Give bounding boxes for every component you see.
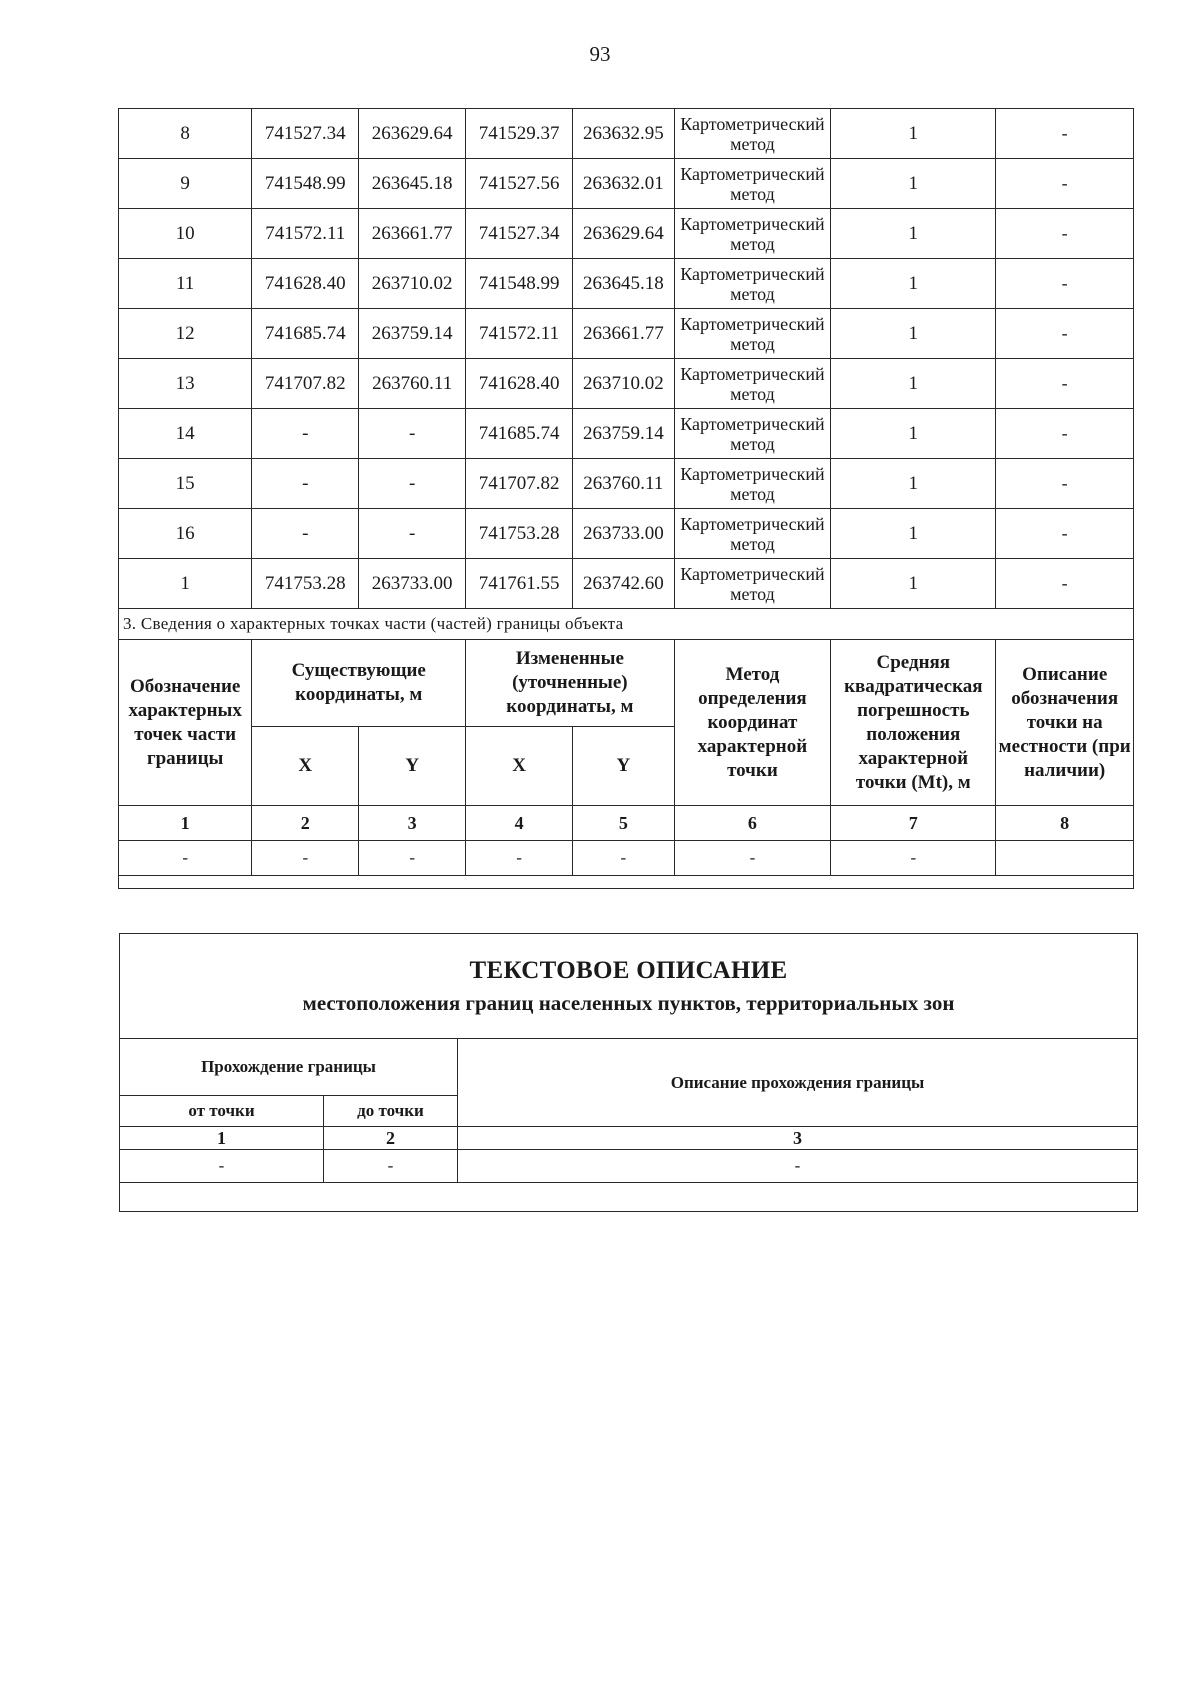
point-description: - xyxy=(996,259,1134,309)
changed-x: 741761.55 xyxy=(466,559,573,609)
changed-y: 263733.00 xyxy=(573,509,675,559)
point-number: 10 xyxy=(119,209,252,259)
header-existing-coords: Существующие координаты, м xyxy=(252,640,466,727)
mean-error: 1 xyxy=(831,309,996,359)
coordinate-row xyxy=(119,459,1134,509)
point-description: - xyxy=(996,109,1134,159)
header-x-existing: X xyxy=(252,727,359,806)
existing-x: 741707.82 xyxy=(252,359,359,409)
column-number: 5 xyxy=(573,806,675,841)
method-cell: Картометрический метод xyxy=(674,409,831,459)
column-number: 1 xyxy=(119,806,252,841)
method-cell: Картометрический метод xyxy=(674,259,831,309)
changed-y: 263661.77 xyxy=(573,309,675,359)
mean-error: 1 xyxy=(831,109,996,159)
changed-y: 263632.01 xyxy=(573,159,675,209)
method-cell: Картометрический метод xyxy=(674,159,831,209)
changed-x: 741527.56 xyxy=(466,159,573,209)
existing-x: 741685.74 xyxy=(252,309,359,359)
changed-y: 263629.64 xyxy=(573,209,675,259)
point-number: 14 xyxy=(119,409,252,459)
header-point-designation: Обозначение характерных точек части границы xyxy=(119,640,252,806)
existing-y: 263629.64 xyxy=(359,109,466,159)
point-number: 1 xyxy=(119,559,252,609)
coordinate-row xyxy=(119,259,1134,309)
text-description-title: ТЕКСТОВОЕ ОПИСАНИЕ xyxy=(469,956,788,984)
point-number: 12 xyxy=(119,309,252,359)
changed-x: 741572.11 xyxy=(466,309,573,359)
column-number: 6 xyxy=(674,806,831,841)
text-description-heading xyxy=(120,934,1138,1039)
header-to-point: до точки xyxy=(324,1096,458,1127)
changed-x: 741753.28 xyxy=(466,509,573,559)
column-number: 4 xyxy=(466,806,573,841)
method-cell: Картометрический метод xyxy=(674,559,831,609)
method-cell: Картометрический метод xyxy=(674,109,831,159)
section-3-title: 3. Сведения о характерных точках части (частей) границы объекта xyxy=(119,609,1134,640)
column-number: 1 xyxy=(120,1127,324,1150)
changed-x: 741628.40 xyxy=(466,359,573,409)
mean-error: 1 xyxy=(831,359,996,409)
point-description: - xyxy=(996,409,1134,459)
changed-x: 741548.99 xyxy=(466,259,573,309)
coordinate-row xyxy=(119,359,1134,409)
header-y-changed: Y xyxy=(573,727,675,806)
header-changed-coords: Измененные (уточненные) координаты, м xyxy=(466,640,674,727)
point-number: 16 xyxy=(119,509,252,559)
existing-y: 263710.02 xyxy=(359,259,466,309)
empty-cell xyxy=(996,841,1134,876)
mean-error: 1 xyxy=(831,559,996,609)
empty-cell: - xyxy=(831,841,996,876)
existing-x: 741548.99 xyxy=(252,159,359,209)
coordinate-row xyxy=(119,509,1134,559)
header-method: Метод определения координат характерной точки xyxy=(674,640,831,806)
changed-x: 741685.74 xyxy=(466,409,573,459)
coordinate-row xyxy=(119,159,1134,209)
column-number: 2 xyxy=(252,806,359,841)
changed-x: 741707.82 xyxy=(466,459,573,509)
header-passage-description: Описание прохождения границы xyxy=(458,1039,1138,1127)
existing-y: - xyxy=(359,509,466,559)
changed-y: 263759.14 xyxy=(573,409,675,459)
changed-y: 263710.02 xyxy=(573,359,675,409)
mean-error: 1 xyxy=(831,259,996,309)
mean-error: 1 xyxy=(831,409,996,459)
existing-y: 263760.11 xyxy=(359,359,466,409)
existing-y: 263661.77 xyxy=(359,209,466,259)
point-number: 11 xyxy=(119,259,252,309)
mean-error: 1 xyxy=(831,509,996,559)
text-description-subtitle: местоположения границ населенных пунктов, территориальных зон xyxy=(302,990,955,1015)
empty-cell: - xyxy=(573,841,675,876)
existing-x: 741572.11 xyxy=(252,209,359,259)
point-description: - xyxy=(996,359,1134,409)
existing-y: - xyxy=(359,459,466,509)
changed-y: 263760.11 xyxy=(573,459,675,509)
header-from-point: от точки xyxy=(120,1096,324,1127)
existing-x: 741753.28 xyxy=(252,559,359,609)
empty-cell: - xyxy=(324,1150,458,1183)
point-description: - xyxy=(996,159,1134,209)
changed-x: 741529.37 xyxy=(466,109,573,159)
coordinate-row xyxy=(119,209,1134,259)
point-number: 13 xyxy=(119,359,252,409)
mean-error: 1 xyxy=(831,459,996,509)
column-number: 2 xyxy=(324,1127,458,1150)
empty-cell: - xyxy=(466,841,573,876)
changed-y: 263632.95 xyxy=(573,109,675,159)
coordinate-row xyxy=(119,309,1134,359)
point-number: 15 xyxy=(119,459,252,509)
header-x-changed: X xyxy=(466,727,573,806)
empty-cell: - xyxy=(119,841,252,876)
column-number: 7 xyxy=(831,806,996,841)
changed-x: 741527.34 xyxy=(466,209,573,259)
point-description: - xyxy=(996,459,1134,509)
existing-x: - xyxy=(252,459,359,509)
coordinate-row xyxy=(119,409,1134,459)
existing-x: - xyxy=(252,509,359,559)
empty-cell: - xyxy=(252,841,359,876)
column-number: 3 xyxy=(359,806,466,841)
existing-y: 263733.00 xyxy=(359,559,466,609)
empty-cell: - xyxy=(674,841,831,876)
existing-y: - xyxy=(359,409,466,459)
boundary-points-table xyxy=(118,108,1134,889)
blank-row xyxy=(120,1183,1138,1212)
point-description: - xyxy=(996,509,1134,559)
header-mean-error: Средняя квадратическая погрешность положения характерной точки (Mt), м xyxy=(831,640,996,806)
coordinate-row xyxy=(119,559,1134,609)
text-description-table xyxy=(119,933,1138,1212)
point-description: - xyxy=(996,309,1134,359)
blank-row xyxy=(119,876,1134,889)
coordinate-row xyxy=(119,109,1134,159)
point-description: - xyxy=(996,209,1134,259)
empty-cell: - xyxy=(359,841,466,876)
page-number: 93 xyxy=(589,42,611,66)
method-cell: Картометрический метод xyxy=(674,359,831,409)
method-cell: Картометрический метод xyxy=(674,309,831,359)
header-point-description: Описание обозначения точки на местности (при наличии) xyxy=(996,640,1134,806)
mean-error: 1 xyxy=(831,209,996,259)
header-boundary-passage: Прохождение границы xyxy=(120,1039,458,1096)
header-y-existing: Y xyxy=(359,727,466,806)
column-number: 3 xyxy=(458,1127,1138,1150)
point-number: 9 xyxy=(119,159,252,209)
existing-x: - xyxy=(252,409,359,459)
empty-cell: - xyxy=(120,1150,324,1183)
method-cell: Картометрический метод xyxy=(674,459,831,509)
method-cell: Картометрический метод xyxy=(674,509,831,559)
changed-y: 263645.18 xyxy=(573,259,675,309)
mean-error: 1 xyxy=(831,159,996,209)
method-cell: Картометрический метод xyxy=(674,209,831,259)
existing-x: 741628.40 xyxy=(252,259,359,309)
changed-y: 263742.60 xyxy=(573,559,675,609)
empty-cell: - xyxy=(458,1150,1138,1183)
existing-x: 741527.34 xyxy=(252,109,359,159)
point-description: - xyxy=(996,559,1134,609)
existing-y: 263759.14 xyxy=(359,309,466,359)
existing-y: 263645.18 xyxy=(359,159,466,209)
point-number: 8 xyxy=(119,109,252,159)
column-number: 8 xyxy=(996,806,1134,841)
